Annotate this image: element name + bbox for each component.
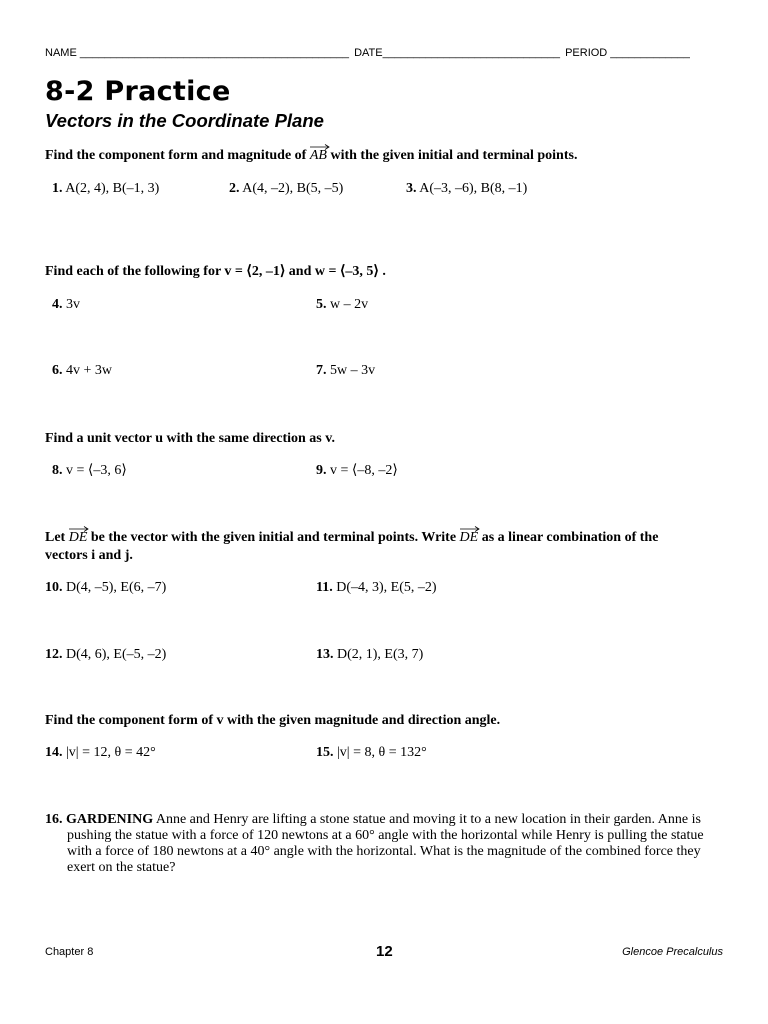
problem-9: 9. v = ⟨–8, –2⟩ xyxy=(316,463,398,478)
problem-14-text: |v| = 12, θ = 42° xyxy=(66,745,156,760)
problem-7: 7. 5w – 3v xyxy=(316,363,376,378)
problem-2: 2. A(4, –2), B(5, –5) xyxy=(229,181,344,196)
instruction-5: Find the component form of v with the given magnitude and direction angle. xyxy=(45,713,501,728)
overarrow-icon xyxy=(460,526,480,532)
vector-ab: AB xyxy=(310,147,327,165)
problem-10-text: D(4, –5), E(6, –7) xyxy=(66,580,167,595)
overarrow-icon xyxy=(310,144,330,150)
problem-6: 6. 4v + 3w xyxy=(52,363,113,378)
vector-de-2: DE xyxy=(460,529,479,547)
footer-chapter: Chapter 8 xyxy=(45,946,94,958)
instruction-1 xyxy=(45,147,725,165)
problem-15: 15. |v| = 8, θ = 132° xyxy=(316,745,427,760)
problem-10: 10. D(4, –5), E(6, –7) xyxy=(45,580,167,595)
header-line xyxy=(45,47,725,59)
problem-16-number: 16. xyxy=(45,812,63,827)
problem-13-text: D(2, 1), E(3, 7) xyxy=(337,647,424,662)
problem-16 xyxy=(45,812,725,876)
overarrow-icon xyxy=(69,526,89,532)
problem-9-text: v = ⟨–8, –2⟩ xyxy=(330,463,398,478)
problem-16-text: Anne and Henry are lifting a stone statue and moving it to a new location in their garden. Anne is pushing the statue with a force of 120 newtons at a 60° angle with the horizontal while Henry is pulling the statue with a force of 180 newtons at a 40° angle with the horizontal. What is the magnitude of the combined force they exert on the statue? xyxy=(67,812,704,875)
problem-4-text: 3v xyxy=(66,297,80,312)
problem-1-text: A(2, 4), B(–1, 3) xyxy=(65,181,160,196)
problem-1: 1. A(2, 4), B(–1, 3) xyxy=(52,181,160,196)
name-field-label[interactable]: NAME ____________________________________________ xyxy=(45,47,350,59)
instruction-1-text-a: Find the component form and magnitude of xyxy=(45,148,307,163)
page-number: 12 xyxy=(376,943,393,960)
problem-14: 14. |v| = 12, θ = 42° xyxy=(45,745,156,760)
instruction-3: Find a unit vector u with the same direction as v. xyxy=(45,431,335,446)
problem-4: 4. 3v xyxy=(52,297,80,312)
instruction-1-text-b: with the given initial and terminal points. xyxy=(330,148,578,163)
problem-5: 5. w – 2v xyxy=(316,297,369,312)
problem-12: 12. D(4, 6), E(–5, –2) xyxy=(45,647,167,662)
period-field-label[interactable]: PERIOD _____________ xyxy=(565,47,690,59)
problem-11-text: D(–4, 3), E(5, –2) xyxy=(336,580,437,595)
problem-12-text: D(4, 6), E(–5, –2) xyxy=(66,647,167,662)
instruction-4 xyxy=(45,529,725,565)
problem-8: 8. v = ⟨–3, 6⟩ xyxy=(52,463,127,478)
instruction-4-line-2: vectors i and j. xyxy=(45,548,133,563)
problem-5-text: w – 2v xyxy=(330,297,369,312)
page-title: 8-2 Practice xyxy=(45,76,231,107)
problem-3-text: A(–3, –6), B(8, –1) xyxy=(419,181,528,196)
instruction-4-line-1: Let DE be the vector with the given initial and terminal points. Write DE as a linear combination of the xyxy=(45,529,725,547)
problem-16-paragraph xyxy=(45,812,725,876)
date-field-label[interactable]: DATE_____________________________ xyxy=(354,47,561,59)
problem-8-text: v = ⟨–3, 6⟩ xyxy=(66,463,127,478)
problem-6-text: 4v + 3w xyxy=(66,363,113,378)
instruction-2: Find each of the following for v = ⟨2, –1⟩ and w = ⟨–3, 5⟩ . xyxy=(45,264,386,279)
problem-7-text: 5w – 3v xyxy=(330,363,376,378)
page-subtitle: Vectors in the Coordinate Plane xyxy=(45,110,324,131)
footer-book-title: Glencoe Precalculus xyxy=(622,946,723,958)
problem-2-text: A(4, –2), B(5, –5) xyxy=(242,181,344,196)
problem-16-label: GARDENING xyxy=(66,812,154,827)
vector-de: DE xyxy=(69,529,88,547)
problem-3: 3. A(–3, –6), B(8, –1) xyxy=(406,181,528,196)
problem-15-text: |v| = 8, θ = 132° xyxy=(337,745,427,760)
problem-11: 11. D(–4, 3), E(5, –2) xyxy=(316,580,437,595)
problem-13: 13. D(2, 1), E(3, 7) xyxy=(316,647,424,662)
